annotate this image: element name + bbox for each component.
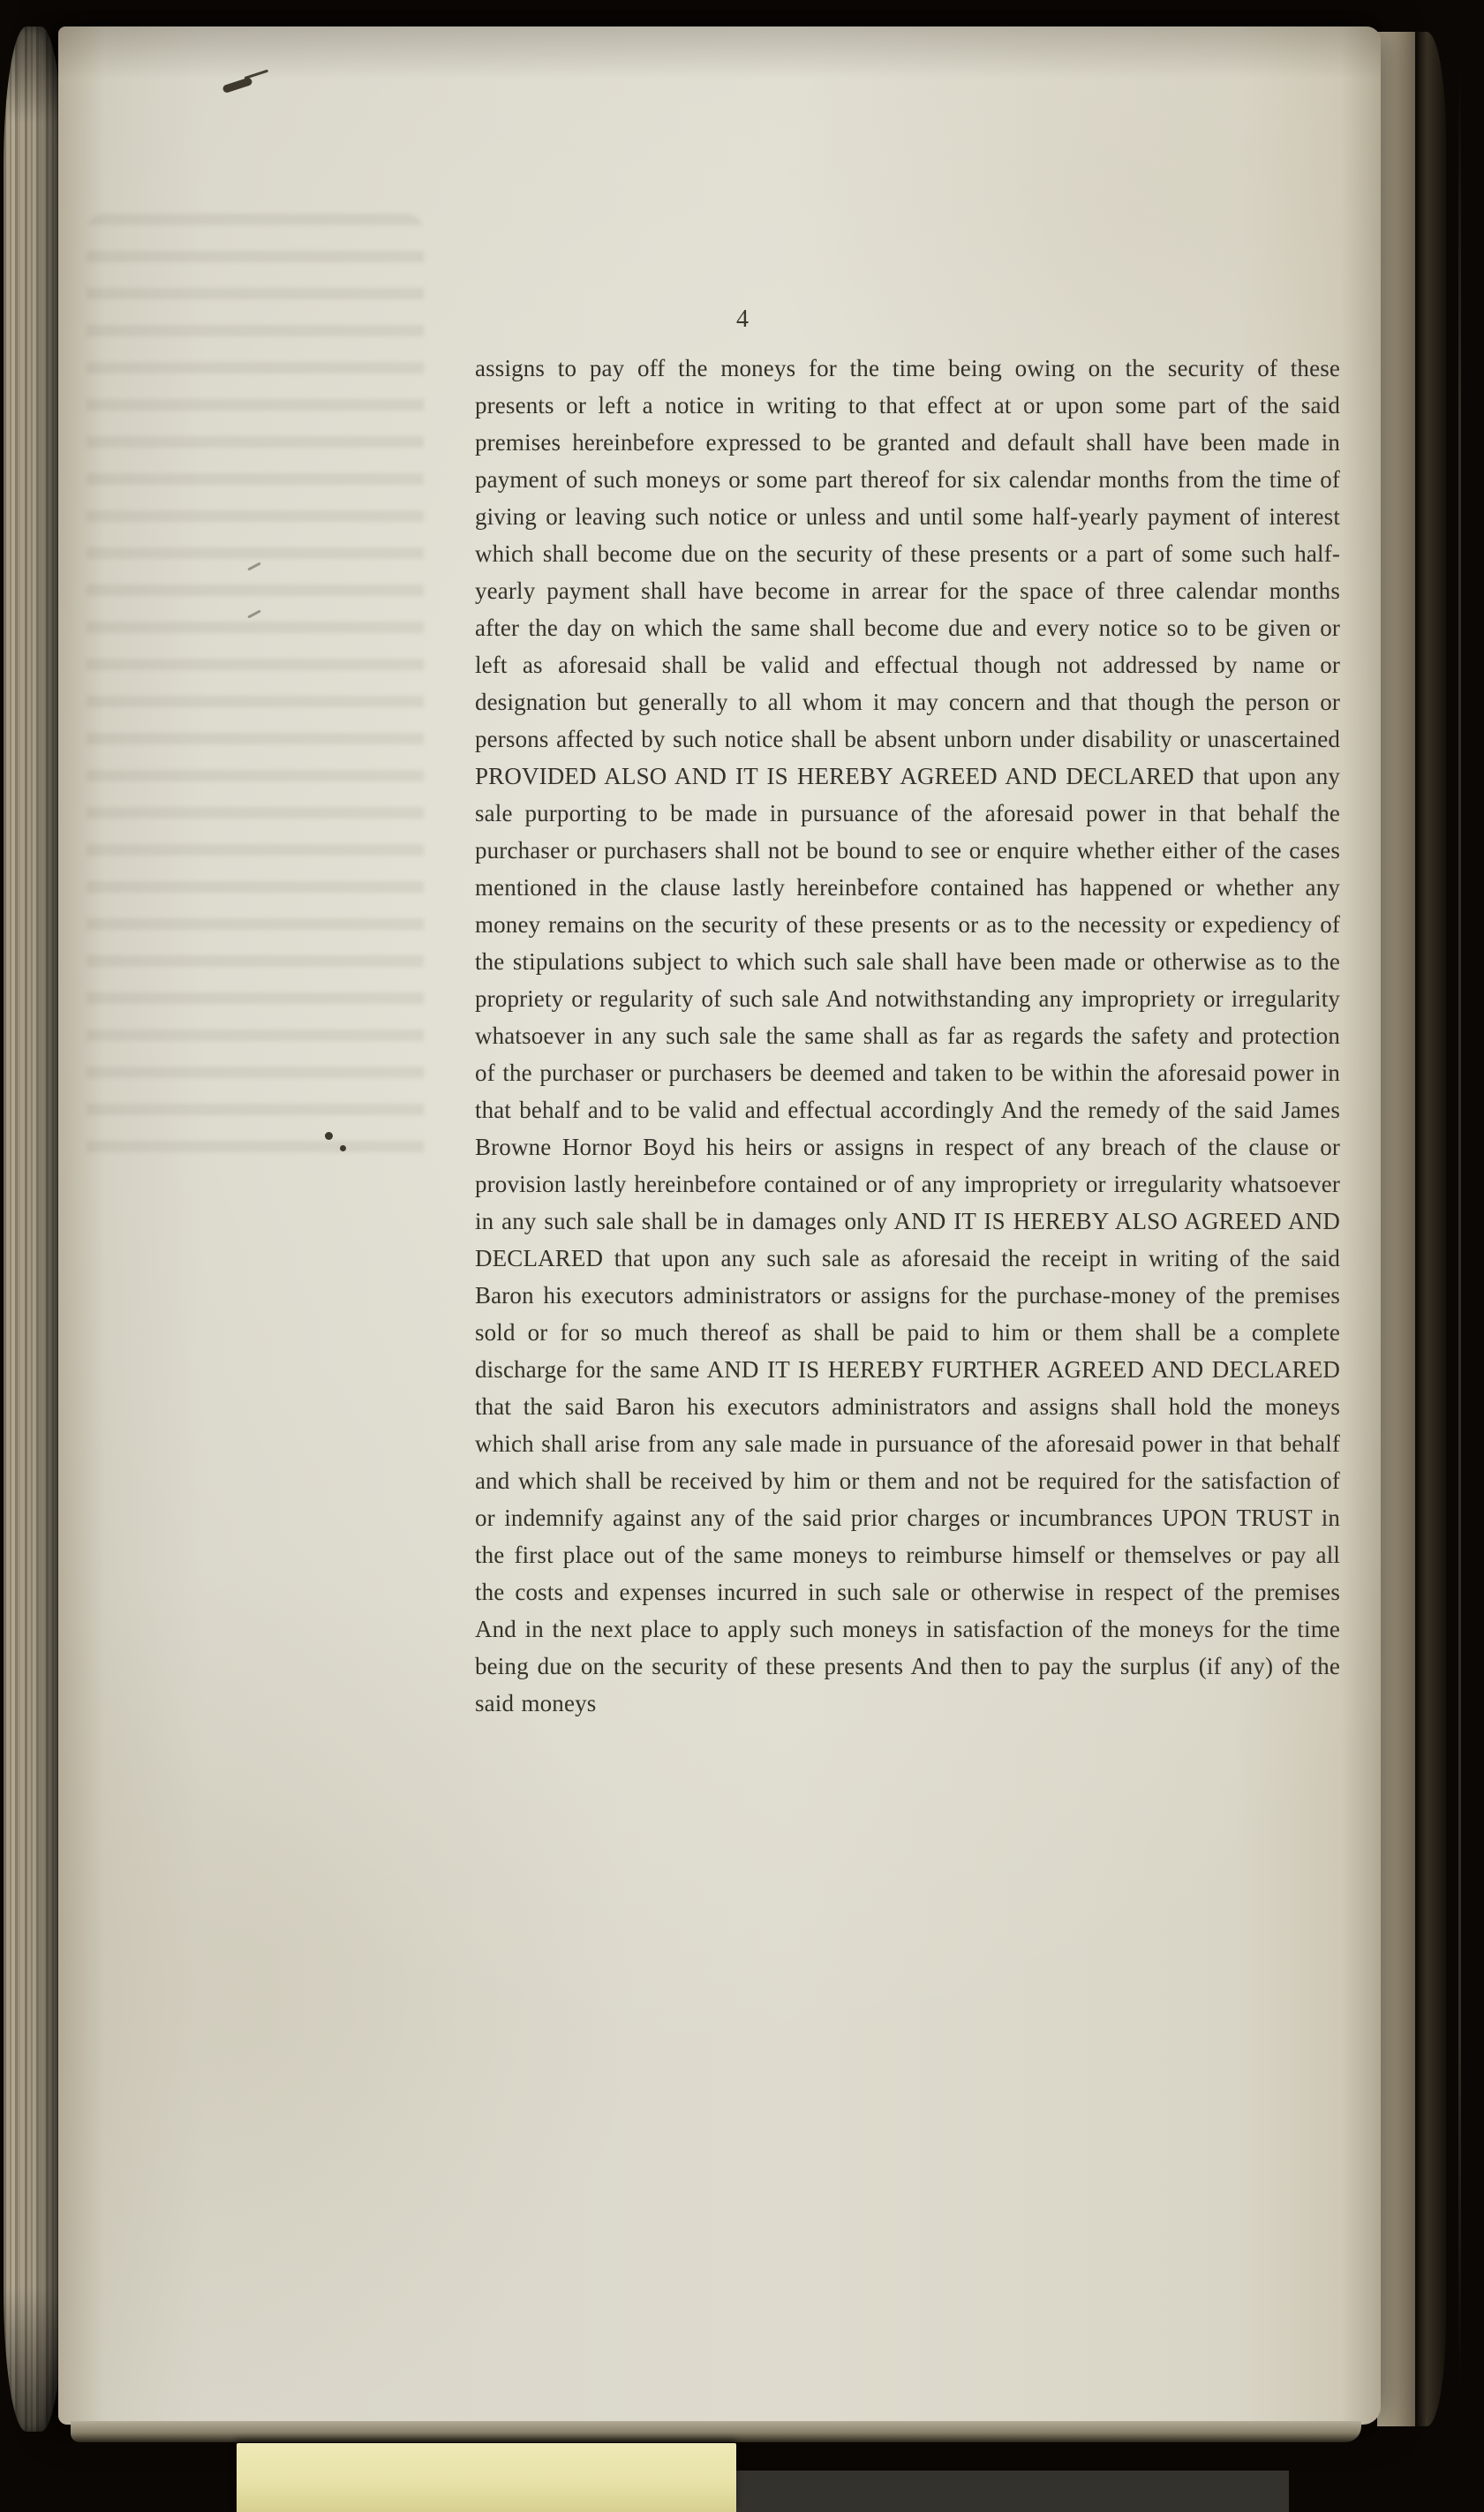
page-bottom-edge (71, 2421, 1361, 2442)
book-spine-page-edges (4, 26, 64, 2432)
deed-body-text: assigns to pay off the moneys for the time being owing on the security of these presents or left a notice in writing to that effect at or upon some part of the said premises hereinbefore expressed to be granted and default shall have been made in payment of such moneys or some part thereof for six calendar months from the time of giving or leaving such notice or unless and until some half-yearly payment of interest which shall become due on the security of these presents or a part of some such half-yearly payment shall have become in arrear for the space of three calendar months after the day on which the same shall become due and every notice so to be given or left as aforesaid shall be valid and effectual though not addressed by name or designation but generally to all whom it may concern and that though the person or persons affected by such notice shall be absent unborn under disability or unascertained PROVIDED ALSO AND IT IS HEREBY AGREED AND DECLARED that upon any sale purporting to be made in pursuance of the aforesaid power in that behalf the purchaser or purchasers shall not be bound to see or enquire whether either of the cases mentioned in the clause lastly hereinbefore contained has happened or whether any money remains on the security of these presents or as to the necessity or expediency of the stipulations subject to which such sale shall have been made or otherwise as to the propriety or regularity of such sale And notwithstanding any impropriety or irregularity whatsoever in any such sale the same shall as far as regards the safety and protection of the purchaser or purchasers be deemed and taken to be within the aforesaid power in that behalf and to be valid and effectual accordingly And the remedy of the said James Browne Hornor Boyd his heirs or assigns in respect of any breach of the clause or provision lastly hereinbefore contained or of any impropriety or irregularity whatsoever in any such sale shall be in damages only AND IT IS HEREBY ALSO AGREED AND DECLARED that upon any such sale as aforesaid the receipt in writing of the said Baron his executors administrators or assigns for the purchase-money of the premises sold or for so much thereof as shall be paid to him or them shall be a complete discharge for the same AND IT IS HEREBY FURTHER AGREED AND DECLARED that the said Baron his executors administrators and assigns shall hold the moneys which shall arise from any sale made in pursuance of the aforesaid power in that behalf and which shall be received by him or them and not be required for the satisfaction of or indemnify against any of the said prior charges or incumbrances UPON TRUST in the first place out of the same moneys to reimburse himself or themselves or pay all the costs and expenses incurred in such sale or otherwise in respect of the premises And in the next place to apply such moneys in satisfaction of the moneys for the time being due on the security of these presents And then to pay the surplus (if any) of the said moneys (475, 355, 1340, 1716)
ink-speck (325, 1132, 333, 1140)
sticky-note (237, 2443, 736, 2512)
ink-mark (222, 77, 252, 94)
book-page (58, 26, 1381, 2425)
fore-edge-highlight (1458, 62, 1461, 2393)
desk-strip (736, 2471, 1289, 2512)
page-number: 4 (736, 306, 749, 333)
reverse-print-show-through (87, 214, 424, 1167)
ink-speck (340, 1145, 346, 1151)
page-fore-edge (1377, 32, 1446, 2426)
